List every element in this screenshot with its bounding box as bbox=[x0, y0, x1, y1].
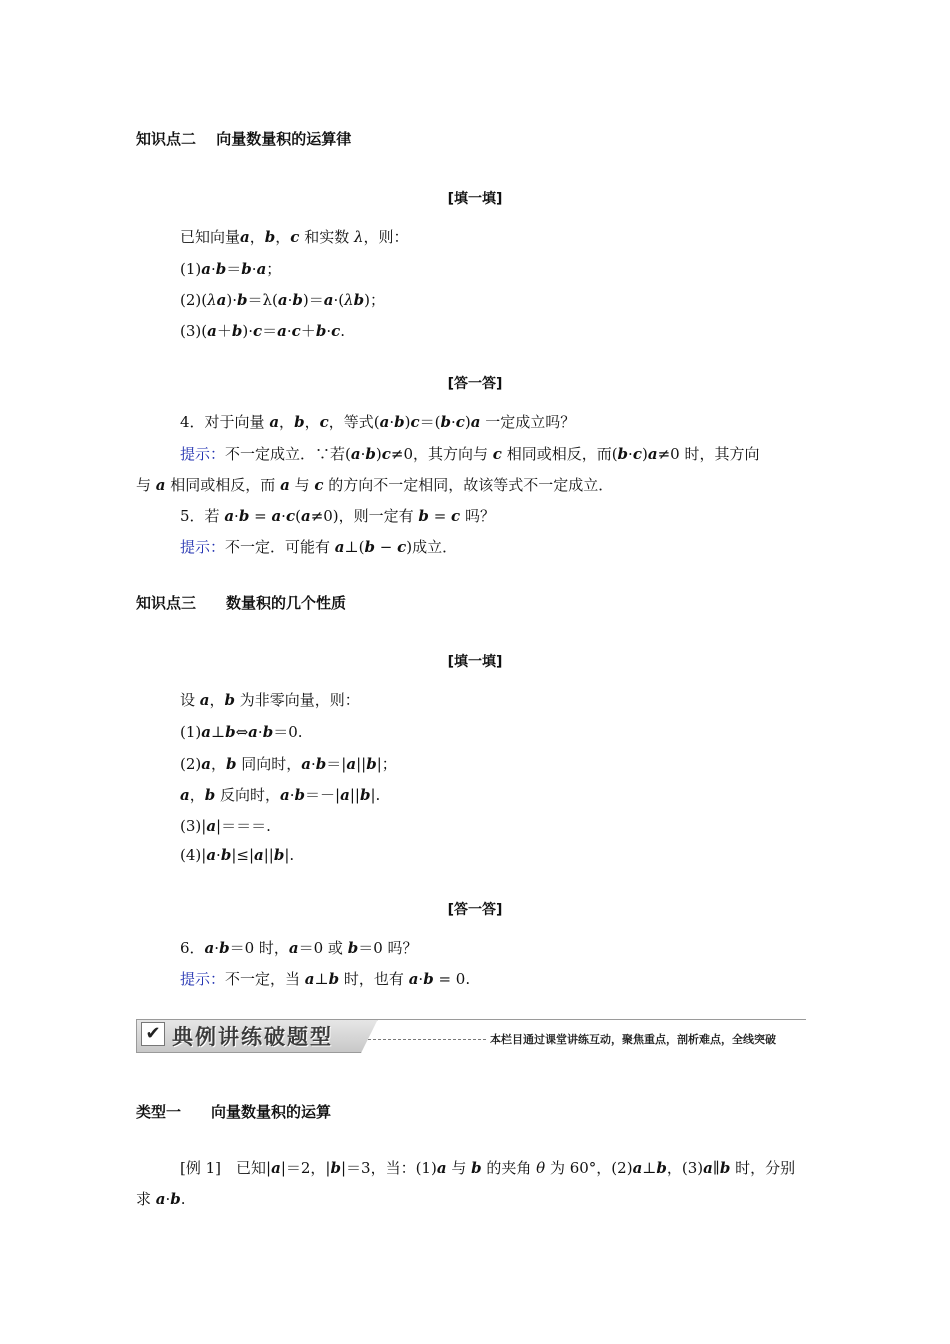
math-symbol: a bbox=[304, 970, 315, 988]
law-3 bbox=[180, 320, 345, 341]
text-segment: = bbox=[428, 507, 452, 525]
example-1-line-1 bbox=[180, 1157, 795, 1178]
text-segment: )； bbox=[364, 291, 385, 309]
math-symbol: a bbox=[301, 755, 312, 773]
text-segment: |； bbox=[376, 755, 397, 773]
text-segment: ； bbox=[266, 260, 282, 278]
text-segment: ，(3) bbox=[666, 1159, 704, 1177]
text-segment: · bbox=[311, 755, 316, 773]
math-symbol: a bbox=[408, 970, 419, 988]
answer-5 bbox=[180, 536, 457, 557]
text-segment: 不一定，当 bbox=[225, 970, 305, 988]
text-segment: · bbox=[281, 507, 286, 525]
answer-tag: [答一答] bbox=[447, 376, 503, 392]
math-symbol: a bbox=[269, 413, 280, 431]
math-symbol: c bbox=[381, 445, 391, 463]
text-segment: 一定成立吗？ bbox=[480, 413, 576, 431]
property-3 bbox=[180, 815, 271, 836]
text-segment: )· bbox=[226, 291, 237, 309]
section-banner bbox=[136, 1019, 806, 1053]
intro-line bbox=[180, 689, 360, 710]
text-segment: · bbox=[628, 445, 633, 463]
text-segment: )＝ bbox=[302, 291, 324, 309]
text-segment: 与 bbox=[446, 1159, 472, 1177]
math-symbol: b bbox=[353, 291, 365, 309]
text-segment: 时，分别 bbox=[730, 1159, 796, 1177]
hint-label: 提示： bbox=[180, 445, 226, 463]
property-1 bbox=[180, 721, 303, 742]
text-segment: |. bbox=[284, 846, 295, 864]
text-segment: · bbox=[287, 291, 293, 309]
text-segment: 不一定成立．∵若( bbox=[225, 445, 351, 463]
text-segment: ·( bbox=[333, 291, 345, 309]
math-symbol: a bbox=[256, 260, 267, 278]
text-segment: − bbox=[375, 538, 398, 556]
example-1-line-2 bbox=[136, 1188, 186, 1209]
math-symbol: c bbox=[492, 445, 502, 463]
text-segment: 的方向不一定相同，故该等式不一定成立． bbox=[323, 476, 614, 494]
math-symbol: b bbox=[330, 1159, 341, 1177]
text-segment: || bbox=[349, 786, 360, 804]
math-symbol: a bbox=[271, 1159, 281, 1177]
text-segment: · bbox=[286, 322, 292, 340]
text-segment: ＋ bbox=[216, 322, 232, 340]
text-segment: ， bbox=[279, 413, 295, 431]
math-symbol: c bbox=[397, 538, 407, 556]
text-segment: ， bbox=[189, 786, 205, 804]
text-segment: · bbox=[234, 507, 239, 525]
text-segment: · bbox=[216, 846, 221, 864]
math-symbol: a bbox=[340, 786, 350, 804]
hint-label: 提示： bbox=[180, 538, 226, 556]
checkmark-icon: ✔ bbox=[141, 1022, 165, 1046]
text-segment: · bbox=[326, 322, 332, 340]
answer-tag: [答一答] bbox=[447, 902, 503, 918]
text-segment: 6． bbox=[180, 939, 205, 957]
math-symbol: b bbox=[238, 507, 250, 525]
math-symbol: a bbox=[207, 322, 217, 340]
math-symbol: b bbox=[226, 755, 237, 773]
fill-tag: [填一填] bbox=[447, 191, 503, 207]
math-symbol: a bbox=[224, 507, 235, 525]
text-segment: ≠0)，则一定有 bbox=[310, 507, 419, 525]
text-segment: 与 bbox=[136, 476, 156, 494]
math-symbol: a bbox=[300, 507, 311, 525]
math-symbol: a bbox=[346, 755, 357, 773]
math-symbol: b bbox=[423, 970, 434, 988]
math-symbol: a bbox=[155, 476, 166, 494]
math-symbol: c bbox=[319, 413, 329, 431]
text-segment: (3)( bbox=[180, 322, 208, 340]
math-symbol: a bbox=[248, 723, 258, 741]
math-symbol: a bbox=[280, 786, 290, 804]
math-symbol: b bbox=[204, 786, 216, 804]
math-symbol: b bbox=[364, 538, 375, 556]
text-segment: ， bbox=[209, 691, 225, 709]
math-symbol: b bbox=[241, 260, 252, 278]
text-segment: ⊥ bbox=[314, 970, 329, 988]
text-segment: ⊥( bbox=[344, 538, 365, 556]
math-symbol: b bbox=[215, 260, 227, 278]
math-symbol: a bbox=[288, 939, 299, 957]
text-segment: 时，也有 bbox=[339, 970, 409, 988]
math-symbol: θ bbox=[536, 1159, 546, 1177]
law-1 bbox=[180, 258, 281, 279]
text-segment: · bbox=[418, 970, 424, 988]
text-segment: 4．对于向量 bbox=[180, 413, 270, 431]
math-symbol: a bbox=[334, 538, 345, 556]
intro-line bbox=[180, 226, 409, 247]
math-symbol: b bbox=[224, 691, 236, 709]
text-segment: |＝3，当：(1) bbox=[340, 1159, 437, 1177]
text-segment: 已知向量 bbox=[180, 228, 241, 246]
math-symbol: a bbox=[323, 291, 334, 309]
text-segment: 相同或相反，而( bbox=[501, 445, 618, 463]
math-symbol: a bbox=[201, 260, 211, 278]
text-segment: · bbox=[389, 413, 395, 431]
math-symbol: a bbox=[647, 445, 658, 463]
math-symbol: b bbox=[236, 291, 248, 309]
text-segment: |. bbox=[370, 786, 381, 804]
text-segment: = bbox=[249, 507, 272, 525]
math-symbol: a bbox=[703, 1159, 713, 1177]
math-symbol: c bbox=[331, 322, 341, 340]
text-segment: ＝λ( bbox=[247, 291, 278, 309]
text-segment: · bbox=[210, 260, 216, 278]
banner-note: 本栏目通过课堂讲练互动，聚焦重点，剖析难点，全线突破 bbox=[490, 1033, 776, 1046]
math-symbol: b bbox=[225, 723, 236, 741]
text-segment: (2)( bbox=[180, 291, 208, 309]
text-segment: · bbox=[257, 723, 263, 741]
math-symbol: a bbox=[436, 1159, 447, 1177]
section-heading-3: 知识点三 数量积的几个性质 bbox=[136, 594, 347, 612]
text-segment: ⊥ bbox=[210, 723, 226, 741]
text-segment: ，则： bbox=[363, 228, 409, 246]
text-segment: ＝－| bbox=[305, 786, 341, 804]
text-segment: ⇔ bbox=[235, 723, 249, 741]
text-segment: ＝0. bbox=[273, 723, 303, 741]
text-segment: )成立． bbox=[406, 538, 458, 556]
math-symbol: a bbox=[206, 846, 217, 864]
answer-4-line-1 bbox=[180, 443, 759, 464]
math-symbol: a bbox=[199, 691, 210, 709]
text-segment: · bbox=[214, 939, 220, 957]
text-segment: = 0. bbox=[433, 970, 471, 988]
text-segment: ) bbox=[641, 445, 648, 463]
text-segment: 为 60°，(2) bbox=[545, 1159, 633, 1177]
math-symbol: b bbox=[471, 1159, 482, 1177]
text-segment: . bbox=[340, 322, 346, 340]
banner-dashed-line bbox=[368, 1039, 486, 1040]
text-segment: ＝ bbox=[226, 260, 242, 278]
math-symbol: a bbox=[280, 476, 290, 494]
text-segment: (4)| bbox=[180, 846, 207, 864]
math-symbol: λ bbox=[353, 228, 364, 246]
text-segment: |＝2，| bbox=[280, 1159, 331, 1177]
text-segment: ≠0 时，其方向 bbox=[657, 445, 760, 463]
question-5 bbox=[180, 505, 495, 526]
math-symbol: b bbox=[359, 786, 371, 804]
math-symbol: λ bbox=[344, 291, 354, 309]
math-symbol: a bbox=[240, 228, 250, 246]
question-6 bbox=[180, 937, 418, 958]
math-symbol: λ bbox=[207, 291, 217, 309]
text-segment: ⊥ bbox=[642, 1159, 657, 1177]
math-symbol: b bbox=[440, 413, 451, 431]
math-symbol: b bbox=[294, 786, 306, 804]
math-symbol: b bbox=[315, 322, 327, 340]
text-segment: ＝ bbox=[262, 322, 278, 340]
hint-label: 提示： bbox=[180, 970, 226, 988]
math-symbol: b bbox=[231, 322, 243, 340]
text-segment: · bbox=[165, 1190, 171, 1208]
text-segment: ， bbox=[304, 413, 320, 431]
text-segment: · bbox=[450, 413, 456, 431]
text-segment: ) bbox=[375, 445, 382, 463]
text-segment: 同向时， bbox=[236, 755, 302, 773]
text-segment: (3)| bbox=[180, 817, 207, 835]
question-4 bbox=[180, 411, 575, 432]
text-segment: 和实数 bbox=[299, 228, 354, 246]
text-segment: || bbox=[356, 755, 367, 773]
property-2b bbox=[180, 784, 380, 805]
answer-6 bbox=[180, 968, 470, 989]
math-symbol: a bbox=[216, 291, 227, 309]
math-symbol: b bbox=[719, 1159, 731, 1177]
text-segment: )· bbox=[242, 322, 253, 340]
text-segment: ＝0 或 bbox=[298, 939, 348, 957]
math-symbol: b bbox=[219, 939, 230, 957]
math-symbol: b bbox=[328, 970, 340, 988]
text-segment: 5．若 bbox=[180, 507, 225, 525]
math-symbol: c bbox=[314, 476, 324, 494]
text-segment: (1) bbox=[180, 260, 202, 278]
text-segment: ， bbox=[275, 228, 291, 246]
text-segment: · bbox=[251, 260, 257, 278]
text-segment: |＝＝＝. bbox=[216, 817, 271, 835]
text-segment: |≤| bbox=[231, 846, 255, 864]
text-segment: . bbox=[180, 1190, 186, 1208]
math-symbol: c bbox=[252, 322, 263, 340]
math-symbol: b bbox=[294, 413, 305, 431]
text-segment: 吗？ bbox=[460, 507, 495, 525]
text-segment: ， bbox=[210, 755, 226, 773]
math-symbol: a bbox=[350, 445, 361, 463]
property-2 bbox=[180, 753, 397, 774]
text-segment: 的夹角 bbox=[481, 1159, 537, 1177]
math-symbol: c bbox=[290, 228, 300, 246]
text-segment: || bbox=[263, 846, 274, 864]
math-symbol: b bbox=[262, 723, 274, 741]
math-symbol: b bbox=[315, 755, 327, 773]
text-segment: ， bbox=[249, 228, 265, 246]
type-heading-1: 类型一 向量数量积的运算 bbox=[136, 1103, 332, 1121]
math-symbol: c bbox=[285, 507, 296, 525]
text-segment: ＝( bbox=[419, 413, 441, 431]
text-segment: 与 bbox=[289, 476, 315, 494]
law-2 bbox=[180, 289, 385, 310]
math-symbol: b bbox=[170, 1190, 181, 1208]
math-symbol: a bbox=[180, 786, 190, 804]
text-segment: 为非零向量，则： bbox=[235, 691, 360, 709]
text-segment: ，等式( bbox=[328, 413, 380, 431]
math-symbol: b bbox=[365, 445, 376, 463]
math-symbol: b bbox=[220, 846, 232, 864]
text-segment: ＝| bbox=[326, 755, 347, 773]
math-symbol: a bbox=[277, 322, 287, 340]
math-symbol: a bbox=[201, 723, 211, 741]
text-segment: ) bbox=[404, 413, 411, 431]
text-segment: ∥ bbox=[712, 1159, 720, 1177]
text-segment: ＋ bbox=[300, 322, 316, 340]
math-symbol: a bbox=[201, 755, 211, 773]
math-symbol: b bbox=[264, 228, 276, 246]
math-symbol: c bbox=[410, 413, 420, 431]
math-symbol: a bbox=[254, 846, 264, 864]
text-segment: ) bbox=[464, 413, 471, 431]
math-symbol: a bbox=[632, 1159, 643, 1177]
math-symbol: b bbox=[273, 846, 285, 864]
math-symbol: c bbox=[451, 507, 461, 525]
text-segment: · bbox=[360, 445, 366, 463]
fill-tag: [填一填] bbox=[447, 654, 503, 670]
text-segment: ≠0，其方向与 bbox=[390, 445, 493, 463]
math-symbol: b bbox=[617, 445, 629, 463]
text-segment: ( bbox=[295, 507, 301, 525]
text-segment: 相同或相反，而 bbox=[165, 476, 281, 494]
math-symbol: a bbox=[379, 413, 390, 431]
section-heading-2: 知识点二 向量数量积的运算律 bbox=[136, 130, 352, 148]
text-segment: · bbox=[289, 786, 295, 804]
math-symbol: a bbox=[271, 507, 282, 525]
math-symbol: b bbox=[656, 1159, 667, 1177]
text-segment: 设 bbox=[180, 691, 200, 709]
text-segment: [例 1] 已知| bbox=[180, 1159, 272, 1177]
banner-rule bbox=[358, 1019, 806, 1020]
math-symbol: b bbox=[292, 291, 303, 309]
text-segment: (2) bbox=[180, 755, 202, 773]
math-symbol: b bbox=[366, 755, 377, 773]
math-symbol: b bbox=[347, 939, 359, 957]
text-segment: (1) bbox=[180, 723, 202, 741]
math-symbol: b bbox=[394, 413, 405, 431]
text-segment: 求 bbox=[136, 1190, 156, 1208]
banner-title: 典例讲练破题型 bbox=[172, 1025, 333, 1049]
property-4 bbox=[180, 846, 294, 864]
math-symbol: a bbox=[470, 413, 481, 431]
math-symbol: c bbox=[291, 322, 301, 340]
math-symbol: c bbox=[455, 413, 465, 431]
math-symbol: b bbox=[418, 507, 429, 525]
math-symbol: a bbox=[206, 817, 217, 835]
math-symbol: a bbox=[155, 1190, 166, 1208]
math-symbol: c bbox=[632, 445, 642, 463]
text-segment: ＝0 时， bbox=[229, 939, 289, 957]
math-symbol: a bbox=[277, 291, 288, 309]
text-segment: ＝0 吗？ bbox=[358, 939, 418, 957]
math-symbol: a bbox=[204, 939, 215, 957]
text-segment: 反向时， bbox=[215, 786, 281, 804]
answer-4-line-2 bbox=[136, 474, 613, 495]
text-segment: 不一定．可能有 bbox=[225, 538, 335, 556]
